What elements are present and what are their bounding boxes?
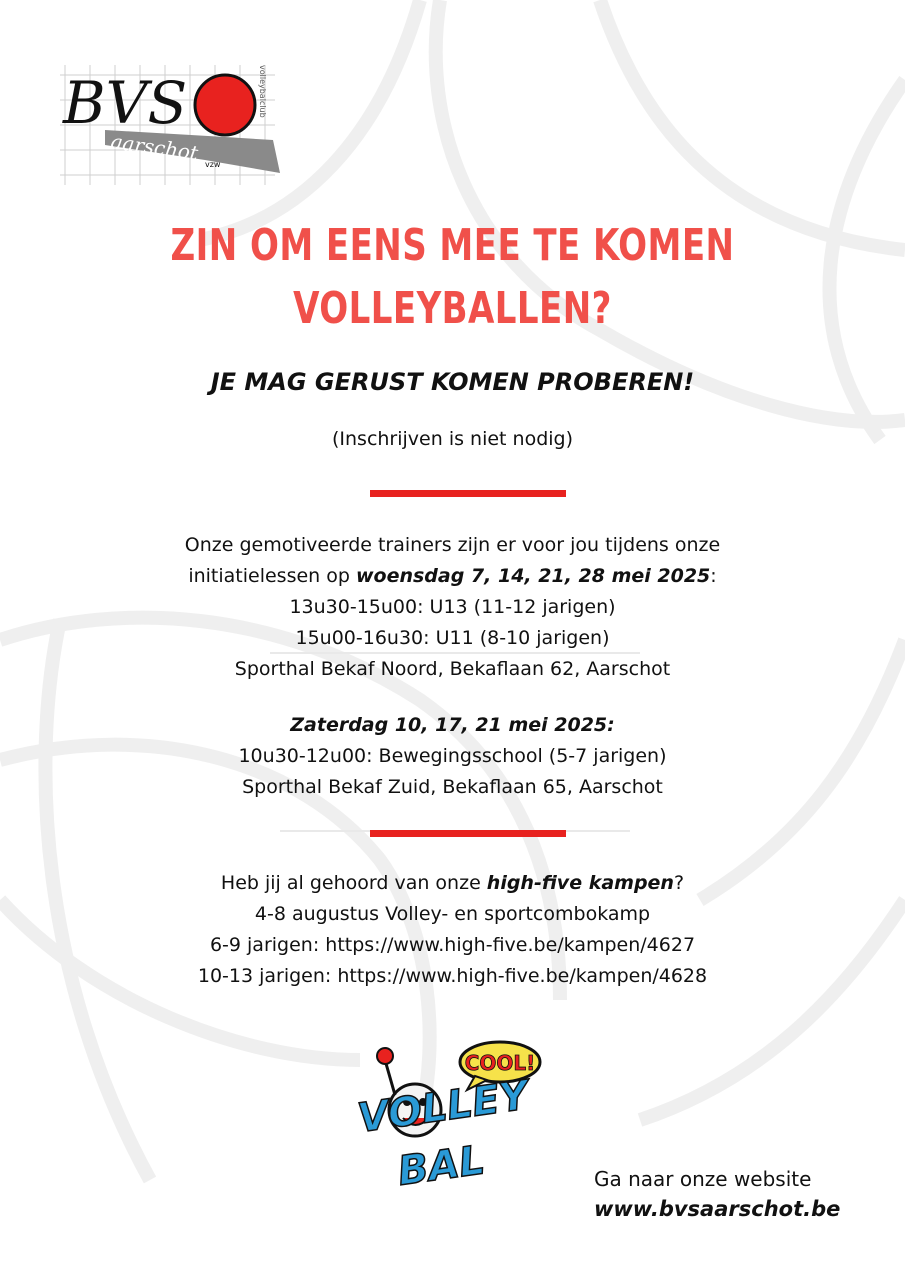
high-five-camps: high-five kampen bbox=[486, 872, 674, 894]
camp-link-4628[interactable]: 10-13 jarigen: https://www.high-five.be/kampen/4628 bbox=[197, 965, 708, 987]
headline-line-1: ZIN OM EENS MEE TE KOMEN bbox=[170, 220, 735, 271]
website-label: Ga naar onze website bbox=[594, 1167, 812, 1191]
saturday-session: 10u30-12u00: Bewegingsschool (5-7 jarigen) bbox=[238, 745, 667, 767]
wednesday-dates: woensdag 7, 14, 21, 28 mei 2025 bbox=[355, 565, 711, 587]
camp-link-4627[interactable]: 6-9 jarigen: https://www.high-five.be/kampen/4627 bbox=[209, 934, 696, 956]
intro-suffix: : bbox=[710, 565, 717, 587]
initiation-intro-line-2 bbox=[0, 561, 905, 592]
logo-club: volleybalclub bbox=[258, 65, 267, 118]
mascot-word-volley: VOLLEY bbox=[355, 1072, 532, 1142]
logo-suffix: vzw bbox=[205, 160, 221, 169]
volleybal-mascot-logo bbox=[355, 1040, 565, 1200]
logo-letters: BVS bbox=[63, 69, 188, 137]
bvs-aarschot-logo bbox=[55, 55, 285, 190]
headline-line-2: VOLLEYBALLEN? bbox=[293, 283, 612, 334]
camps-line-1 bbox=[0, 868, 905, 899]
registration-note: (Inschrijven is niet nodig) bbox=[331, 428, 574, 450]
mascot-word-bal: BAL bbox=[394, 1137, 488, 1195]
intro-prefix: initiatielessen op bbox=[188, 565, 356, 587]
saturday-title: Zaterdag 10, 17, 21 mei 2025: bbox=[290, 714, 615, 736]
camps-suffix: ? bbox=[673, 872, 685, 894]
mascot-bubble-text: COOL! bbox=[464, 1051, 536, 1075]
location-zuid: Sporthal Bekaf Zuid, Bekaflaan 65, Aarschot bbox=[242, 776, 663, 798]
camps-block bbox=[0, 868, 905, 992]
logo-town: aarschot bbox=[109, 129, 200, 166]
session-u11: 15u00-16u30: U11 (8-10 jarigen) bbox=[295, 627, 610, 649]
divider-grey-1 bbox=[270, 652, 640, 654]
subheadline: JE MAG GERUST KOMEN PROBEREN! bbox=[210, 368, 695, 396]
divider-red-1 bbox=[370, 490, 566, 497]
initiation-intro-line-1: Onze gemotiveerde trainers zijn er voor jou tijdens onze bbox=[184, 534, 721, 556]
divider-red-2 bbox=[370, 830, 566, 837]
session-u13: 13u30-15u00: U13 (11-12 jarigen) bbox=[289, 596, 616, 618]
location-noord: Sporthal Bekaf Noord, Bekaflaan 62, Aarschot bbox=[234, 658, 671, 680]
website-link[interactable]: www.bvsaarschot.be bbox=[594, 1197, 841, 1221]
initiation-block bbox=[0, 530, 905, 685]
camps-line-2: 4-8 augustus Volley- en sportcombokamp bbox=[254, 903, 651, 925]
camps-prefix: Heb jij al gehoord van onze bbox=[220, 872, 487, 894]
saturday-block bbox=[0, 710, 905, 803]
